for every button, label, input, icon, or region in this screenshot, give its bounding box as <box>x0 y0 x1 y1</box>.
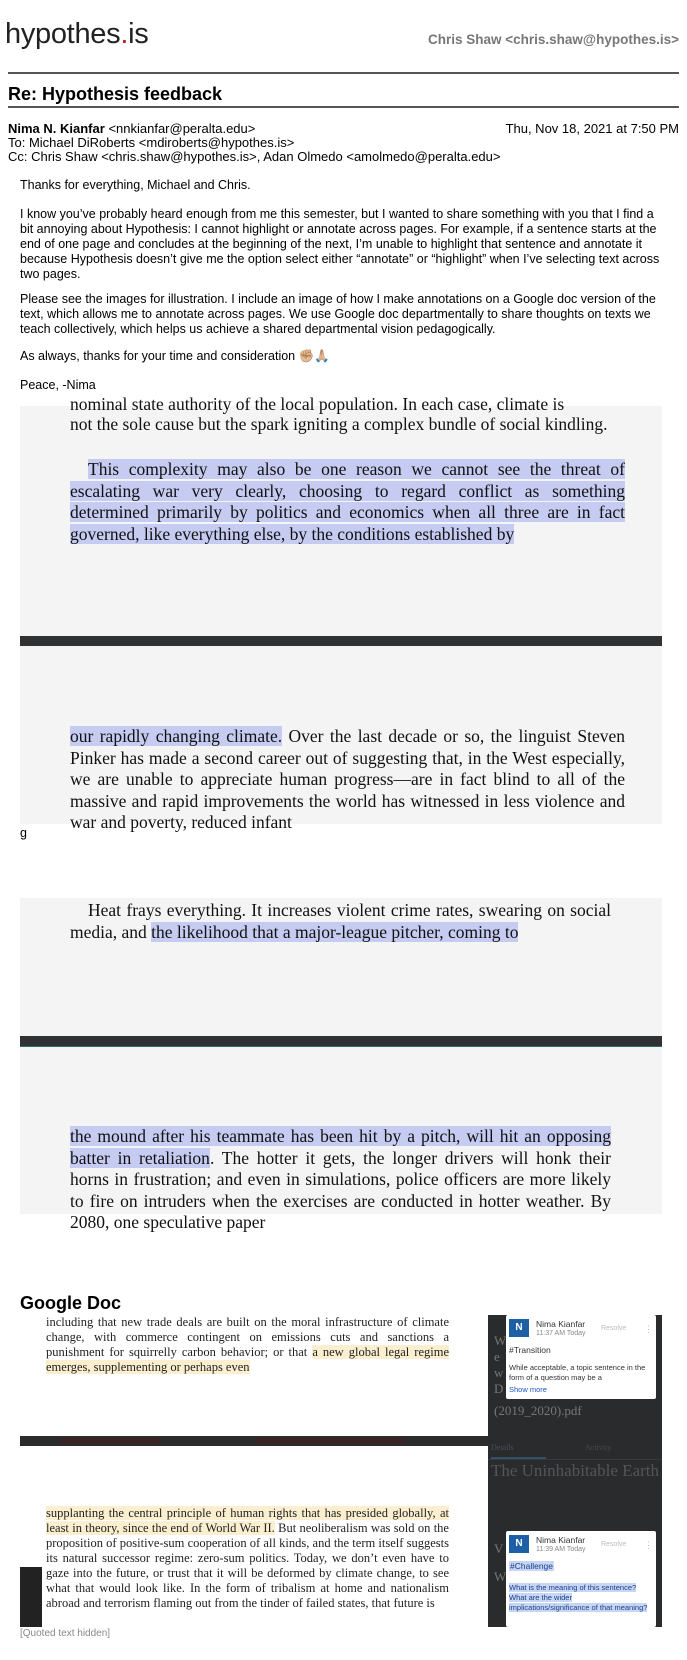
stray-text: g <box>20 826 27 840</box>
email-body <box>20 292 665 337</box>
google-doc-screenshot <box>20 1315 662 1627</box>
highlight[interactable]: the mound after his teammate has been hit by a pitch, will hit an opposing batter in retaliation <box>70 1126 611 1168</box>
highlight[interactable]: the likelihood that a major-league pitcher, coming to <box>151 921 519 942</box>
comment-card[interactable] <box>506 1531 656 1627</box>
google-doc-heading: Google Doc <box>20 1293 122 1313</box>
body-paragraph: Thanks for everything, Michael and Chris. <box>20 178 251 192</box>
panel-book-title: The Uninhabitable Earth <box>490 1461 660 1480</box>
gdoc-paragraph: supplanting the central principle of human rights that has presided globally, at least in theory, since the end of World War II. But neoliberalism was sold on the proposition of positive-sum cooperation of all kinds, and the term itself suggests its natural successor regime: zero-sum politics. Today, we don’t even have to gaze into the future, or trust that it will be deformed by climate change, to see what that would look like. In the form of tribalism at home and nationalism abroad and terrorism flaming out from the tinder of failed states, that future is <box>46 1506 449 1610</box>
highlight[interactable]: This complexity may also be one reason we cannot see the threat of escalating war very clearly, choosing to regard conflict as something determined primarily by politics and economics when all three are in fact governed, like everything else, by the conditions established by <box>70 459 625 544</box>
comment-text: What is the meaning of this sentence? What are the wider implications/significance of that meaning? <box>509 1583 648 1612</box>
book-paragraph: Heat frays everything. It increases violent crime rates, swearing on social media, and the likelihood that a major-league pitcher, coming to <box>70 900 611 942</box>
email-date: Thu, Nov 18, 2021 at 7:50 PM <box>505 121 679 136</box>
comment-tag: #Transition <box>509 1345 551 1355</box>
email-subject: Re: Hypothesis feedback <box>8 84 223 104</box>
comment-text: While acceptable, a topic sentence in the form of a question may be a <box>509 1363 646 1382</box>
email-body <box>20 349 665 364</box>
resolve-button[interactable]: Resolve <box>601 1325 627 1332</box>
resolve-button[interactable]: Resolve <box>601 1541 627 1548</box>
tab-activity[interactable]: Activity <box>585 1443 612 1452</box>
page-break <box>20 636 662 646</box>
panel-fragment: W e w D <box>494 1333 507 1396</box>
body-paragraph: Please see the images for illustration. I include an image of how I make annotations on a Google doc version of the text, which allows me to annotate across pages. We use Google doc departmentally to share thoughts on texts we teach collectively, which helps us achieve a shared departmental vision pedagogically. <box>20 292 656 336</box>
cc-line: Cc: Chris Shaw <chris.shaw@hypothes.is>, Adan Olmedo <amolmedo@peralta.edu> <box>8 149 501 164</box>
book-text-cut: nominal state authority of the local population. In each case, climate is <box>70 394 565 414</box>
more-options-icon[interactable]: ⋮ <box>644 1324 653 1334</box>
show-more-link[interactable]: Show more <box>509 1385 547 1394</box>
page-break <box>20 1036 662 1047</box>
hypothesis-logo: hypothes.is <box>5 18 149 50</box>
book-paragraph: our rapidly changing climate. Over the last decade or so, the linguist Steven Pinker has made a second career out of suggesting that, in the West especially, we are unable to appreciate human progress—are in fact blind to all of the massive and rapid improvements the world has witnessed in less violence and war and poverty, reduced infant <box>70 726 625 832</box>
avatar: N <box>509 1535 529 1553</box>
account-label: Chris Shaw <chris.shaw@hypothes.is> <box>428 32 679 47</box>
book-paragraph: the mound after his teammate has been hit by a pitch, will hit an opposing batter in retaliation. The hotter it gets, the longer drivers will honk their horns in frustration; and even in simulations, police officers are more likely to fire on intruders when the exercises are conducted in hotter weather. By 2080, one speculative paper <box>70 1126 611 1232</box>
book-paragraph: not the sole cause but the spark igniting a complex bundle of social kindling. <box>70 414 608 434</box>
signoff: Peace, -Nima <box>20 378 96 392</box>
scroll-shadow <box>20 1567 42 1627</box>
hypothesis-screenshot-1 <box>20 394 662 832</box>
panel-tabs <box>488 1437 662 1460</box>
panel-filename: (2019_2020).pdf <box>494 1403 582 1418</box>
divider <box>8 106 679 108</box>
highlight[interactable]: our rapidly changing climate. <box>70 726 283 746</box>
email-body <box>20 378 665 393</box>
avatar: N <box>509 1319 529 1337</box>
gdoc-highlight[interactable]: supplanting the central principle of human rights that has presided globally, at least in theory, since the end of World War II. <box>46 1506 449 1535</box>
body-paragraph: As always, thanks for your time and consideration ✊🏼🙏🏼 <box>20 349 330 363</box>
divider <box>8 72 679 74</box>
tab-details[interactable]: Details <box>491 1443 546 1459</box>
panel-fragment: V W <box>494 1541 507 1584</box>
quoted-text-hidden[interactable]: [Quoted text hidden] <box>20 1628 111 1639</box>
body-paragraph: I know you’ve probably heard enough from me this semester, but I wanted to share something with you that I find a bit annoying about Hypothesis: I cannot highlight or annotate across pages. For example, if a sentence starts at the end of one page and concludes at the beginning of the next, I’m unable to highlight that sentence and annotate it because Hypothesis doesn’t give me the option select either “annotate” or “highlight” when I’ve selecting text across two pages. <box>20 207 660 281</box>
to-line: To: Michael DiRoberts <mdiroberts@hypothes.is> <box>8 135 295 150</box>
book-paragraph <box>70 459 625 545</box>
hypothesis-screenshot-2 <box>20 898 662 1232</box>
comment-time: 11:37 AM Today <box>536 1330 586 1337</box>
commenter-name: Nima Kianfar <box>536 1535 586 1545</box>
from-line <box>8 121 255 136</box>
comment-card[interactable] <box>506 1315 656 1399</box>
commenter-name: Nima Kianfar <box>536 1319 586 1329</box>
from-address: <nnkianfar@peralta.edu> <box>108 121 256 136</box>
gdoc-paragraph: including that new trade deals are built on the moral infrastructure of climate change, with commerce contingent on emissions cuts and sanctions a punishment for squirrelly carbon behavior; or that a new global legal regime emerges, supplementing or perhaps even <box>46 1315 449 1374</box>
gdoc-highlight[interactable]: a new global legal regime emerges, supplementing or perhaps even <box>46 1345 449 1374</box>
email-body <box>20 178 665 193</box>
comment-tag: #Challenge <box>510 1561 554 1571</box>
from-name: Nima N. Kianfar <box>8 121 105 136</box>
page-break <box>20 1436 488 1446</box>
comment-time: 11:39 AM Today <box>536 1546 586 1553</box>
more-options-icon[interactable]: ⋮ <box>644 1540 653 1550</box>
email-body <box>20 207 665 282</box>
comments-panel <box>488 1315 662 1627</box>
